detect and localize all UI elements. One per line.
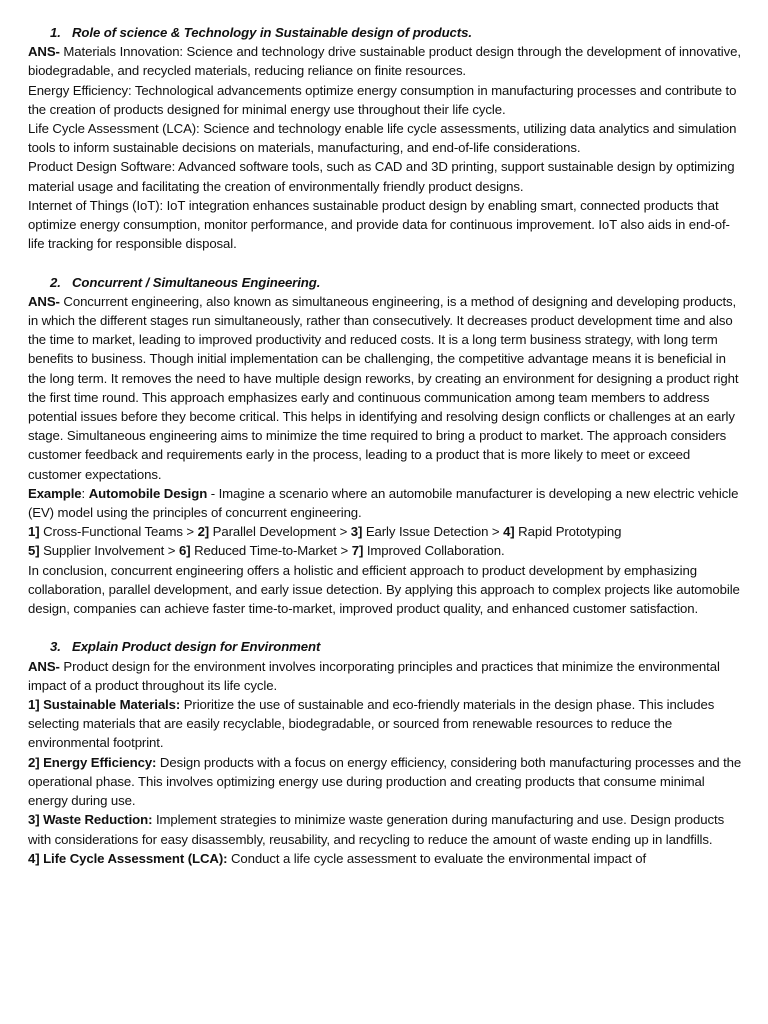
point-text: Prioritize the use of sustainable and eco-friendly materials in the design phase. This includes selecting materials that are easily recyclable, biodegradable, or sourced from renewable resources to reduce the environmental footprint.: [28, 697, 715, 751]
answer-text: Concurrent engineering, also known as simultaneous engineering, is a method of designing and developing products, in which the different stages run simultaneously, rather than consecutively. It decreases product development time and also the time to market, leading to improved productivity and reduced costs. It is a long term business strategy, with long term benefits to business. Though initial implementation can be challenging, the competitive advantage means it is beneficial in the long term. It removes the need to have multiple design reworks, by creating an environment for designing a product right the first time round. This approach emphasizes early and continuous communication among team members to address potential issues before they become critical. This helps in identifying and resolving design conflicts or challenges at an early stage. Simultaneous engineering aims to minimize the time required to bring a product to market. The approach considers customer feedback and requirements early in the process, leading to a product that is more likely to meet or exceed customer expectations.: [28, 293, 739, 482]
step-number: 4]: [503, 524, 515, 540]
section-title: Concurrent / Simultaneous Engineering.: [72, 274, 321, 290]
section-gap: [28, 253, 746, 272]
answer-text: Product design for the environment involves incorporating principles and practices that minimize the environmental impact of a product throughout its life cycle.: [28, 658, 720, 693]
section-1-heading: [28, 23, 746, 42]
step-text: Parallel Development >: [209, 524, 351, 540]
steps-line-1: [28, 522, 746, 541]
section-number: 3.: [50, 639, 61, 655]
example-text: - Imagine a scenario where an automobile manufacturer is developing a new electric vehicle (EV) model using the principles of concurrent engineering.: [28, 485, 739, 521]
example-colon: :: [81, 485, 89, 501]
section-title: Explain Product design for Environment: [72, 639, 321, 655]
point-text: Implement strategies to minimize waste generation during manufacturing and use. Design products with considerations for easy disassembly, reusability, and recycling to reduce the amount of waste ending up in landfills.: [28, 812, 725, 847]
paragraph: Energy Efficiency: Technological advancements optimize energy consumption in manufacturing processes and contribute to the creation of products designed for minimal energy use throughout their life cycle.: [28, 82, 737, 117]
answer-text: Materials Innovation: Science and technology drive sustainable product design through the development of innovative, biodegradable, and recycled materials, reducing reliance on finite resources.: [28, 44, 741, 79]
paragraph: Life Cycle Assessment (LCA): Science and technology enable life cycle assessments, utilizing data analytics and simulation tools to inform sustainable decisions on materials, manufacturing, and end-of-life considerations.: [28, 121, 737, 156]
section-3-heading: [28, 637, 746, 656]
point-label: 4] Life Cycle Assessment (LCA):: [28, 850, 228, 866]
point-text: Design products with a focus on energy efficiency, considering both manufacturing processes and the operational phase. This involves optimizing energy use during production and creating products that consume minimal energy during use.: [28, 754, 742, 809]
section-title: Role of science & Technology in Sustainable design of products.: [72, 25, 472, 40]
point-life-cycle-assessment: [28, 849, 746, 868]
section-3-answer: [28, 657, 746, 695]
ans-label: ANS-: [28, 44, 60, 60]
section-2-answer: [28, 292, 746, 484]
step-text: Early Issue Detection >: [362, 524, 504, 540]
ans-label: ANS-: [28, 293, 60, 309]
section-2-heading: [28, 273, 746, 292]
step-text: Cross-Functional Teams >: [39, 524, 198, 540]
steps-line-2: [28, 541, 746, 560]
step-number: 7]: [351, 543, 364, 559]
step-text: Rapid Prototyping: [514, 524, 622, 540]
point-label: 1] Sustainable Materials:: [28, 697, 181, 713]
section-number: 2.: [50, 274, 61, 290]
ans-label: ANS-: [28, 658, 60, 674]
step-number: 3]: [350, 524, 363, 540]
step-number: 5]: [28, 543, 40, 559]
point-waste-reduction: [28, 810, 746, 848]
step-number: 1]: [28, 524, 40, 540]
section-gap: [28, 618, 746, 637]
example-paragraph: [28, 484, 746, 522]
step-number: 6]: [178, 543, 191, 559]
point-sustainable-materials: [28, 695, 746, 753]
paragraph: Internet of Things (IoT): IoT integration enhances sustainable product design by enabling smart, connected products that optimize energy consumption, monitor performance, and provide data for continuous improvement. IoT also aids in end-of-life tracking for responsible disposal.: [28, 197, 730, 252]
step-number: 2]: [197, 524, 210, 540]
section-number: 1.: [50, 25, 61, 40]
step-text: Reduced Time-to-Market >: [190, 543, 352, 559]
point-label: 2] Energy Efficiency:: [28, 754, 157, 770]
example-topic: Automobile Design: [88, 485, 208, 501]
point-label: 3] Waste Reduction:: [28, 812, 153, 828]
point-text: Conduct a life cycle assessment to evaluate the environmental impact of: [227, 850, 647, 866]
paragraph: Product Design Software: Advanced software tools, such as CAD and 3D printing, support sustainable design by optimizing material usage and facilitating the creation of environmentally friendly product designs.: [28, 159, 735, 194]
step-text: Supplier Involvement >: [39, 543, 179, 559]
step-text: Improved Collaboration.: [363, 543, 505, 559]
conclusion-paragraph: In conclusion, concurrent engineering offers a holistic and efficient approach to product development by emphasizing collaboration, parallel development, and early issue detection. By applying this approach to complex projects like automobile design, companies can achieve faster time-to-market, improved product quality, and enhanced customer satisfaction.: [28, 562, 740, 617]
section-1-answer: [28, 42, 746, 80]
example-label: Example: [28, 485, 82, 501]
point-energy-efficiency: [28, 753, 746, 811]
